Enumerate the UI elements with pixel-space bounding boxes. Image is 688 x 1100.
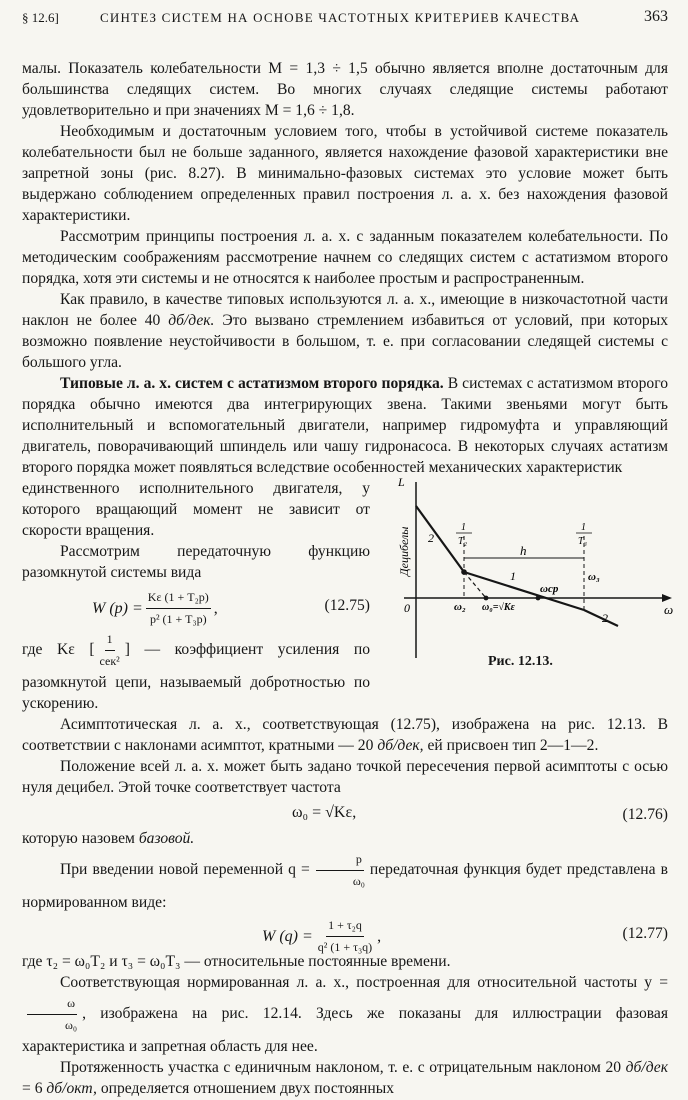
- l-label: L: [398, 478, 405, 489]
- paragraph: Рассмотрим передаточную функцию разомкнутой системы вида: [22, 543, 370, 581]
- equation-number: (12.77): [622, 925, 668, 942]
- equation-12-75: W (p) = $\frac{\text{Kε (1 + T₂p)}}{\text{p² (1 + T₃p)}}$ , (12.75): [22, 583, 370, 629]
- t2-num: 1: [461, 522, 466, 533]
- y-axis-label: Децибелы: [397, 526, 411, 576]
- paragraph: где Kε [ $\frac{1}{\text{сек²}}$ ] — коэффициент усиления по разомкнутой цепи, называемый добротностью по ускорению.: [22, 629, 370, 714]
- equation-number: (12.75): [324, 597, 370, 614]
- axis-arrow-icon: [662, 594, 672, 602]
- omega2-label: ω₂: [454, 601, 466, 613]
- running-header: [22, 8, 668, 30]
- subsection-heading: Типовые л. а. х. систем с астатизмом второго порядка.: [60, 375, 444, 392]
- paragraph: Как правило, в качестве типовых используются л. а. х., имеющие в низкочастотной части наклон не более 40 дб/дек. Это вызвано стремлением избавиться от условий, при которых возможно появление неустойчивости в большом, т. е. при согласовании следящей системы с большого угла.: [22, 291, 668, 371]
- equation-12-76: ω₀ = √Kε, (12.76): [292, 804, 668, 823]
- paragraph: При введении новой переменной q = $\frac{p}{\text{ω₀}}$ передаточная функция будет представлена в нормированном виде:: [22, 849, 668, 913]
- paragraph: Рассмотрим принципы построения л. а. х. с заданным показателем колебательности. По методическим соображениям рассмотрение начнем со следящих систем с астатизмом второго порядка, хотя эти системы и не относятся к наиболее простым и распространенным.: [22, 228, 668, 287]
- page-number: 363: [644, 8, 668, 25]
- paragraph: Положение всей л. а. х. может быть задано точкой пересечения первой асимптоты с осью нуля децибел. Этой точке соответствует частота: [22, 758, 668, 796]
- paragraph: Протяженность участка с единичным наклоном, т. е. с отрицательным наклоном 20 дб/дек = 6 дб/окт, определяется отношением двух постоянных: [22, 1059, 668, 1097]
- lah-diagram: [392, 478, 678, 678]
- paragraph: единственного исполнительного двигателя, у которого вращающий момент не зависит от скорости вращения.: [22, 480, 370, 539]
- slope-label: 2: [428, 531, 434, 545]
- omega0-label: ω₀=√Kε: [482, 602, 515, 613]
- omega-cp-point-icon: [536, 596, 541, 601]
- equation-number: (12.76): [622, 806, 668, 823]
- t2-den: T₂: [458, 536, 468, 547]
- equation-12-77: W (q) = $\frac{\text{1 + τ₂q}}{\text{q² (1 + τ₃q)}}$ , (12.77): [22, 913, 668, 951]
- t3-den: T₃: [578, 536, 588, 547]
- h-label: h: [520, 543, 527, 558]
- paragraph: Типовые л. а. х. систем с астатизмом второго порядка. В системах с астатизмом второго порядка обычно имеются два интегрирующих звена. Такими звеньями могут быть исполнительный и вспомогательный двигатели, например гидромуфта и управляющий двигатель, поворачивающий шпиндель или чашу гидронасоса. В некоторых случаях астатизм второго порядка может появляться вследствие особенностей механических характеристик: [22, 375, 669, 476]
- omega0-point-icon: [484, 596, 489, 601]
- narrow-column: [22, 478, 370, 714]
- paragraph: которую назовем базовой.: [22, 830, 195, 847]
- header-title: СИНТЕЗ СИСТЕМ НА ОСНОВЕ ЧАСТОТНЫХ КРИТЕРИЕВ КАЧЕСТВА: [100, 10, 581, 25]
- figure-caption: Рис. 12.13.: [488, 654, 553, 669]
- figure-12-13: [392, 478, 678, 678]
- section-ref: § 12.6]: [22, 10, 59, 25]
- paragraph: Асимптотическая л. а. х., соответствующая (12.75), изображена на рис. 12.13. В соответствии с наклонами асимптот, кратными — 20 дб/дек, ей присвоен тип 2—1—2.: [22, 716, 668, 754]
- asymptote-slope-2-second: [584, 610, 618, 626]
- slope-label: 2: [602, 611, 608, 625]
- t3-num: 1: [581, 522, 586, 533]
- origin-label: 0: [404, 601, 410, 615]
- omega-axis-label: ω: [664, 602, 674, 617]
- omega-cp-label: ωср: [540, 583, 559, 595]
- paragraph: Соответствующая нормированная л. а. х., построенная для относительной частоты y = $\frac{\omega}{\text{ω₀}}$ , изображена на рис. 12.14. Здесь же показаны для иллюстрации фазовая характеристика и запретная область для нее.: [22, 974, 668, 1055]
- asymptote-slope-2-first: [416, 506, 464, 572]
- paragraph: малы. Показатель колебательности M = 1,3 ÷ 1,5 обычно является вполне достаточным для большинства следящих систем. Во многих случаях следящие системы работают удовлетворительно и при значениях M = 1,6 ÷ 1,8.: [22, 60, 668, 119]
- break-point-icon: [461, 569, 467, 575]
- omega3-label: ω₃: [588, 571, 600, 583]
- paragraph: где τ₂ = ω₀T₂ и τ₃ = ω₀T₃ — относительные постоянные времени.: [22, 953, 451, 970]
- paragraph: Необходимым и достаточным условием того, чтобы в устойчивой системе показатель колебательности был не больше заданного, является нахождение фазовой характеристики вне запретной зоны (рис. 8.27). В минимально-фазовых системах это условие может быть выдержано соблюдением определенных правил построения л. а. х. без нахождения фазовой характеристики.: [22, 123, 668, 224]
- slope-label: 1: [510, 569, 516, 583]
